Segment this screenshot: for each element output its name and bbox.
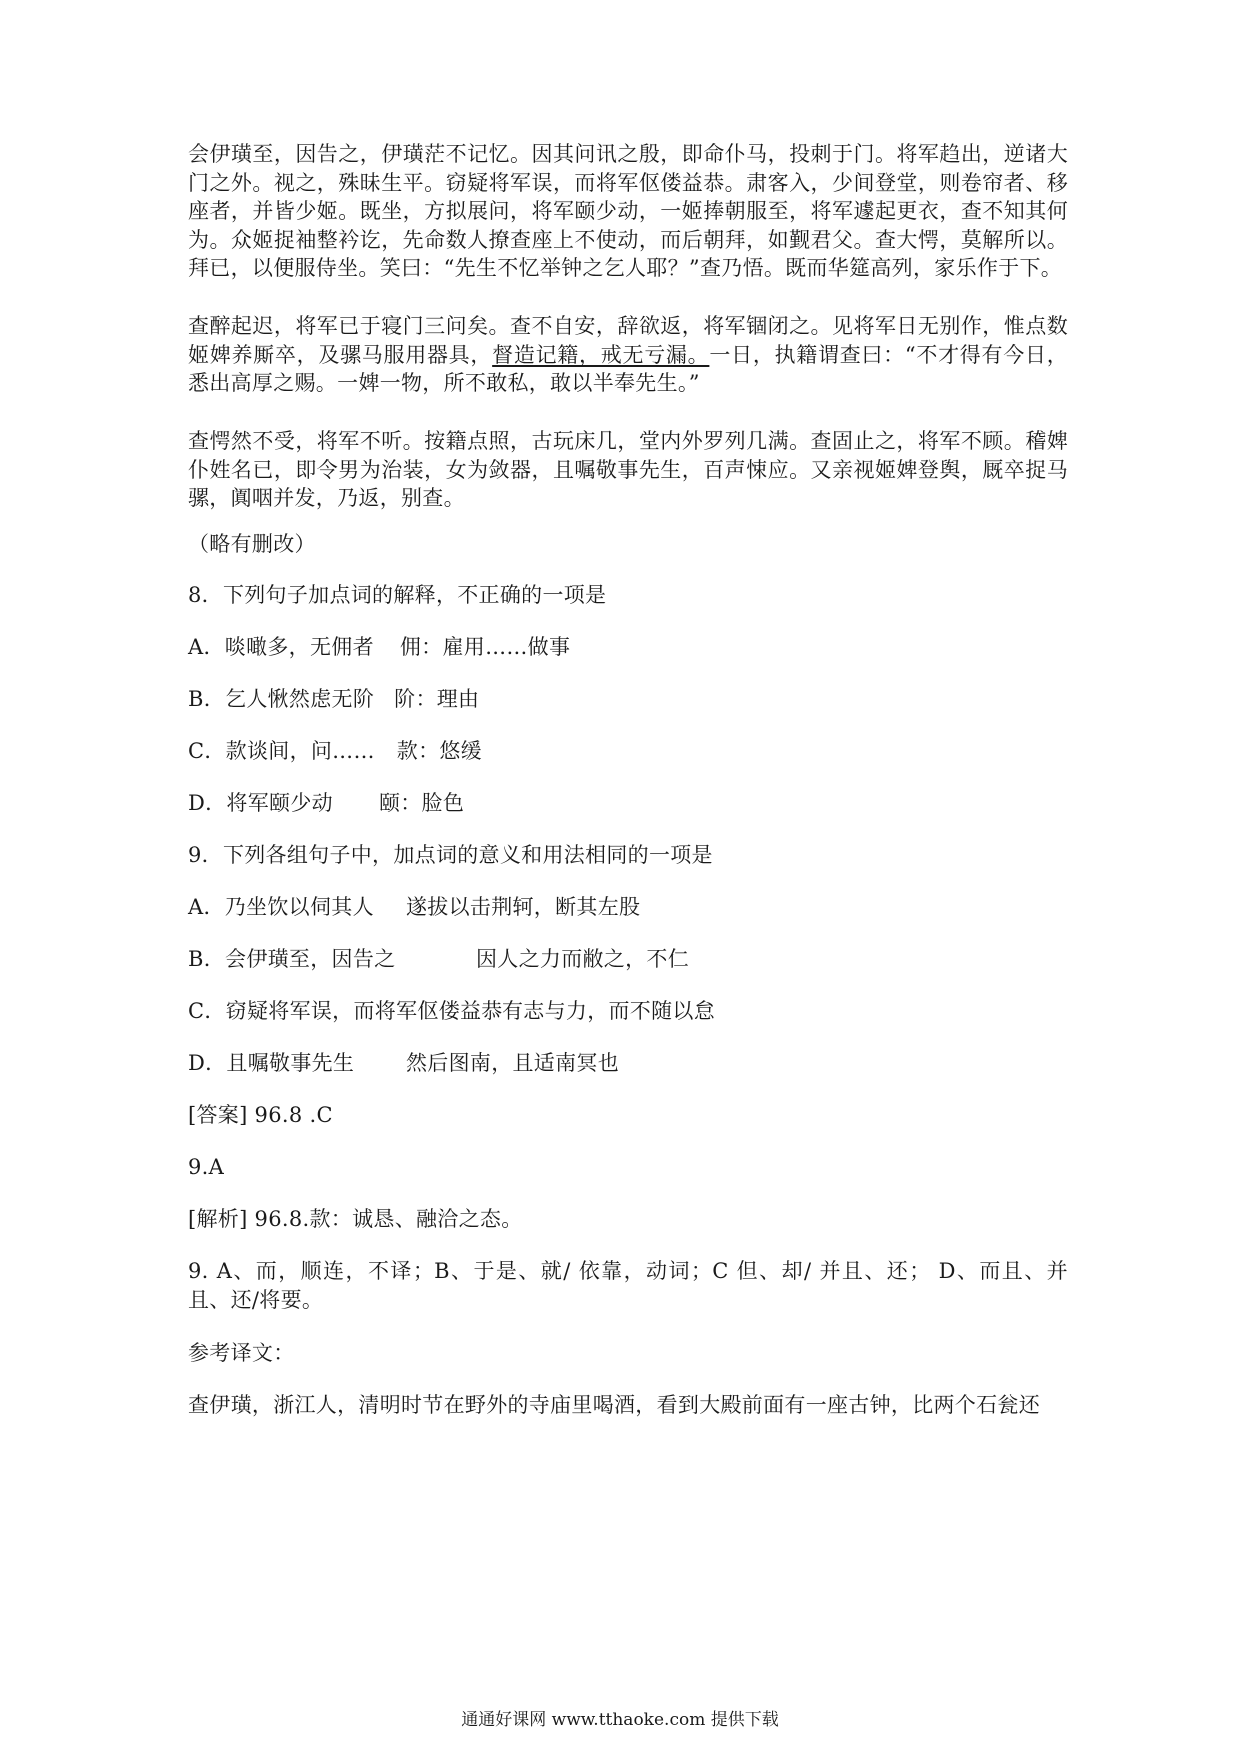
- translation-text: 查伊璜，浙江人，清明时节在野外的寺庙里喝酒，看到大殿前面有一座古钟，比两个石瓮还: [188, 1393, 1040, 1417]
- passage-paragraph-3: 查愕然不受，将军不听。按籍点照，古玩床几，堂内外罗列几满。查固止之，将军不顾。稽婢仆姓名已，即令男为治装，女为敛器，且嘱敬事先生，百声悚应。又亲视姬婢登舆，厩卒捉马骡，阗咽并发，乃返，别查。: [188, 429, 1068, 510]
- question-8-stem: 8．下列句子加点词的解释，不正确的一项是: [188, 583, 607, 607]
- question-9-option-a: [188, 893, 641, 922]
- question-8-option-d: [188, 789, 464, 818]
- answer-line-2: 9.A: [188, 1155, 225, 1179]
- passage-paragraph-2: [188, 312, 1068, 398]
- question-9-stem: 9．下列各组句子中，加点词的意义和用法相同的一项是: [188, 843, 713, 867]
- q8-c-sentence: C．款谈间，问……: [188, 739, 375, 763]
- q9-b-pair: 因人之力而敝之，不仁: [476, 947, 689, 971]
- revision-note: （略有删改）: [188, 532, 316, 556]
- question-8-option-c: [188, 737, 482, 766]
- question-8-option-b: [188, 685, 479, 714]
- analysis-line-2: 9. A、而，顺连，不译；B、于是、就/ 依靠，动词；C 但、却/ 并且、还； D、而且、并且、还/将要。: [188, 1259, 1068, 1312]
- q8-a-explanation: 佣：雇用……做事: [399, 635, 571, 659]
- underlined-sentence: 督造记籍，戒无亏漏。: [492, 342, 710, 367]
- passage-paragraph-1: 会伊璜至，因告之，伊璜茫不记忆。因其问讯之殷，即命仆马，投刺于门。将军趋出，逆诸大门之外。视之，殊昧生平。窃疑将军误，而将军伛偻益恭。肃客入，少间登堂，则卷帘者、移座者，并皆少姬。既坐，方拟展问，将军颐少动，一姬捧朝服至，将军遽起更衣，查不知其何为。众姬捉袖整衿讫，先命数人撩查座上不使动，而后朝拜，如觐君父。查大愕，莫解所以。拜已，以便服侍坐。笑曰：“先生不忆举钟之乞人耶？”查乃悟。既而华筵高列，家乐作于下。: [188, 142, 1068, 280]
- q9-d-pair: 然后图南，且适南冥也: [406, 1051, 619, 1075]
- q8-b-sentence: B．乞人愀然虑无阶: [188, 687, 375, 711]
- q9-a-sentence: A．乃坐饮以伺其人: [188, 895, 374, 919]
- answer-line-1: [答案] 96.8 .C: [188, 1103, 333, 1127]
- q8-b-explanation: 阶：理由: [394, 687, 480, 711]
- q9-a-pair: 遂拔以击荆轲，断其左股: [406, 895, 641, 919]
- page-footer: 通通好课网 www.tthaoke.com 提供下载: [461, 1710, 779, 1730]
- question-9-option-c: [188, 997, 715, 1026]
- question-9-option-b: [188, 945, 689, 974]
- analysis-line-1: [解析] 96.8.款：诚恳、融洽之态。: [188, 1207, 523, 1231]
- paragraph-2-start: 查醉起迟，将军已于寝门三问矣。查不自安，辞欲返，将军锢闭之。见将军日无别作，惟点数姬婢养厮卒，及骡马服用器具，: [188, 314, 1068, 367]
- q8-d-explanation: 颐：脸色: [378, 791, 465, 815]
- q8-a-sentence: A．啖噉多，无佣者: [188, 635, 374, 659]
- q9-b-sentence: B．会伊璜至，因告之: [188, 947, 396, 971]
- paragraph-2-end: 一日，执籍谓查曰：“不才得有今日，悉出高厚之赐。一婢一物，所不敢私，敢以半奉先生。”: [188, 342, 1069, 395]
- q9-c-sentence: C．窃疑将军误，而将军伛偻益恭: [188, 999, 503, 1023]
- q8-d-sentence: D．将军颐少动: [188, 791, 333, 815]
- question-9-option-d: [188, 1049, 619, 1078]
- q9-d-sentence: D．且嘱敬事先生: [188, 1051, 355, 1075]
- question-8-option-a: [188, 633, 570, 662]
- q9-c-pair: 有志与力，而不随以怠: [502, 999, 715, 1023]
- q8-c-explanation: 款：悠缓: [396, 739, 482, 763]
- translation-label: 参考译文：: [188, 1341, 295, 1365]
